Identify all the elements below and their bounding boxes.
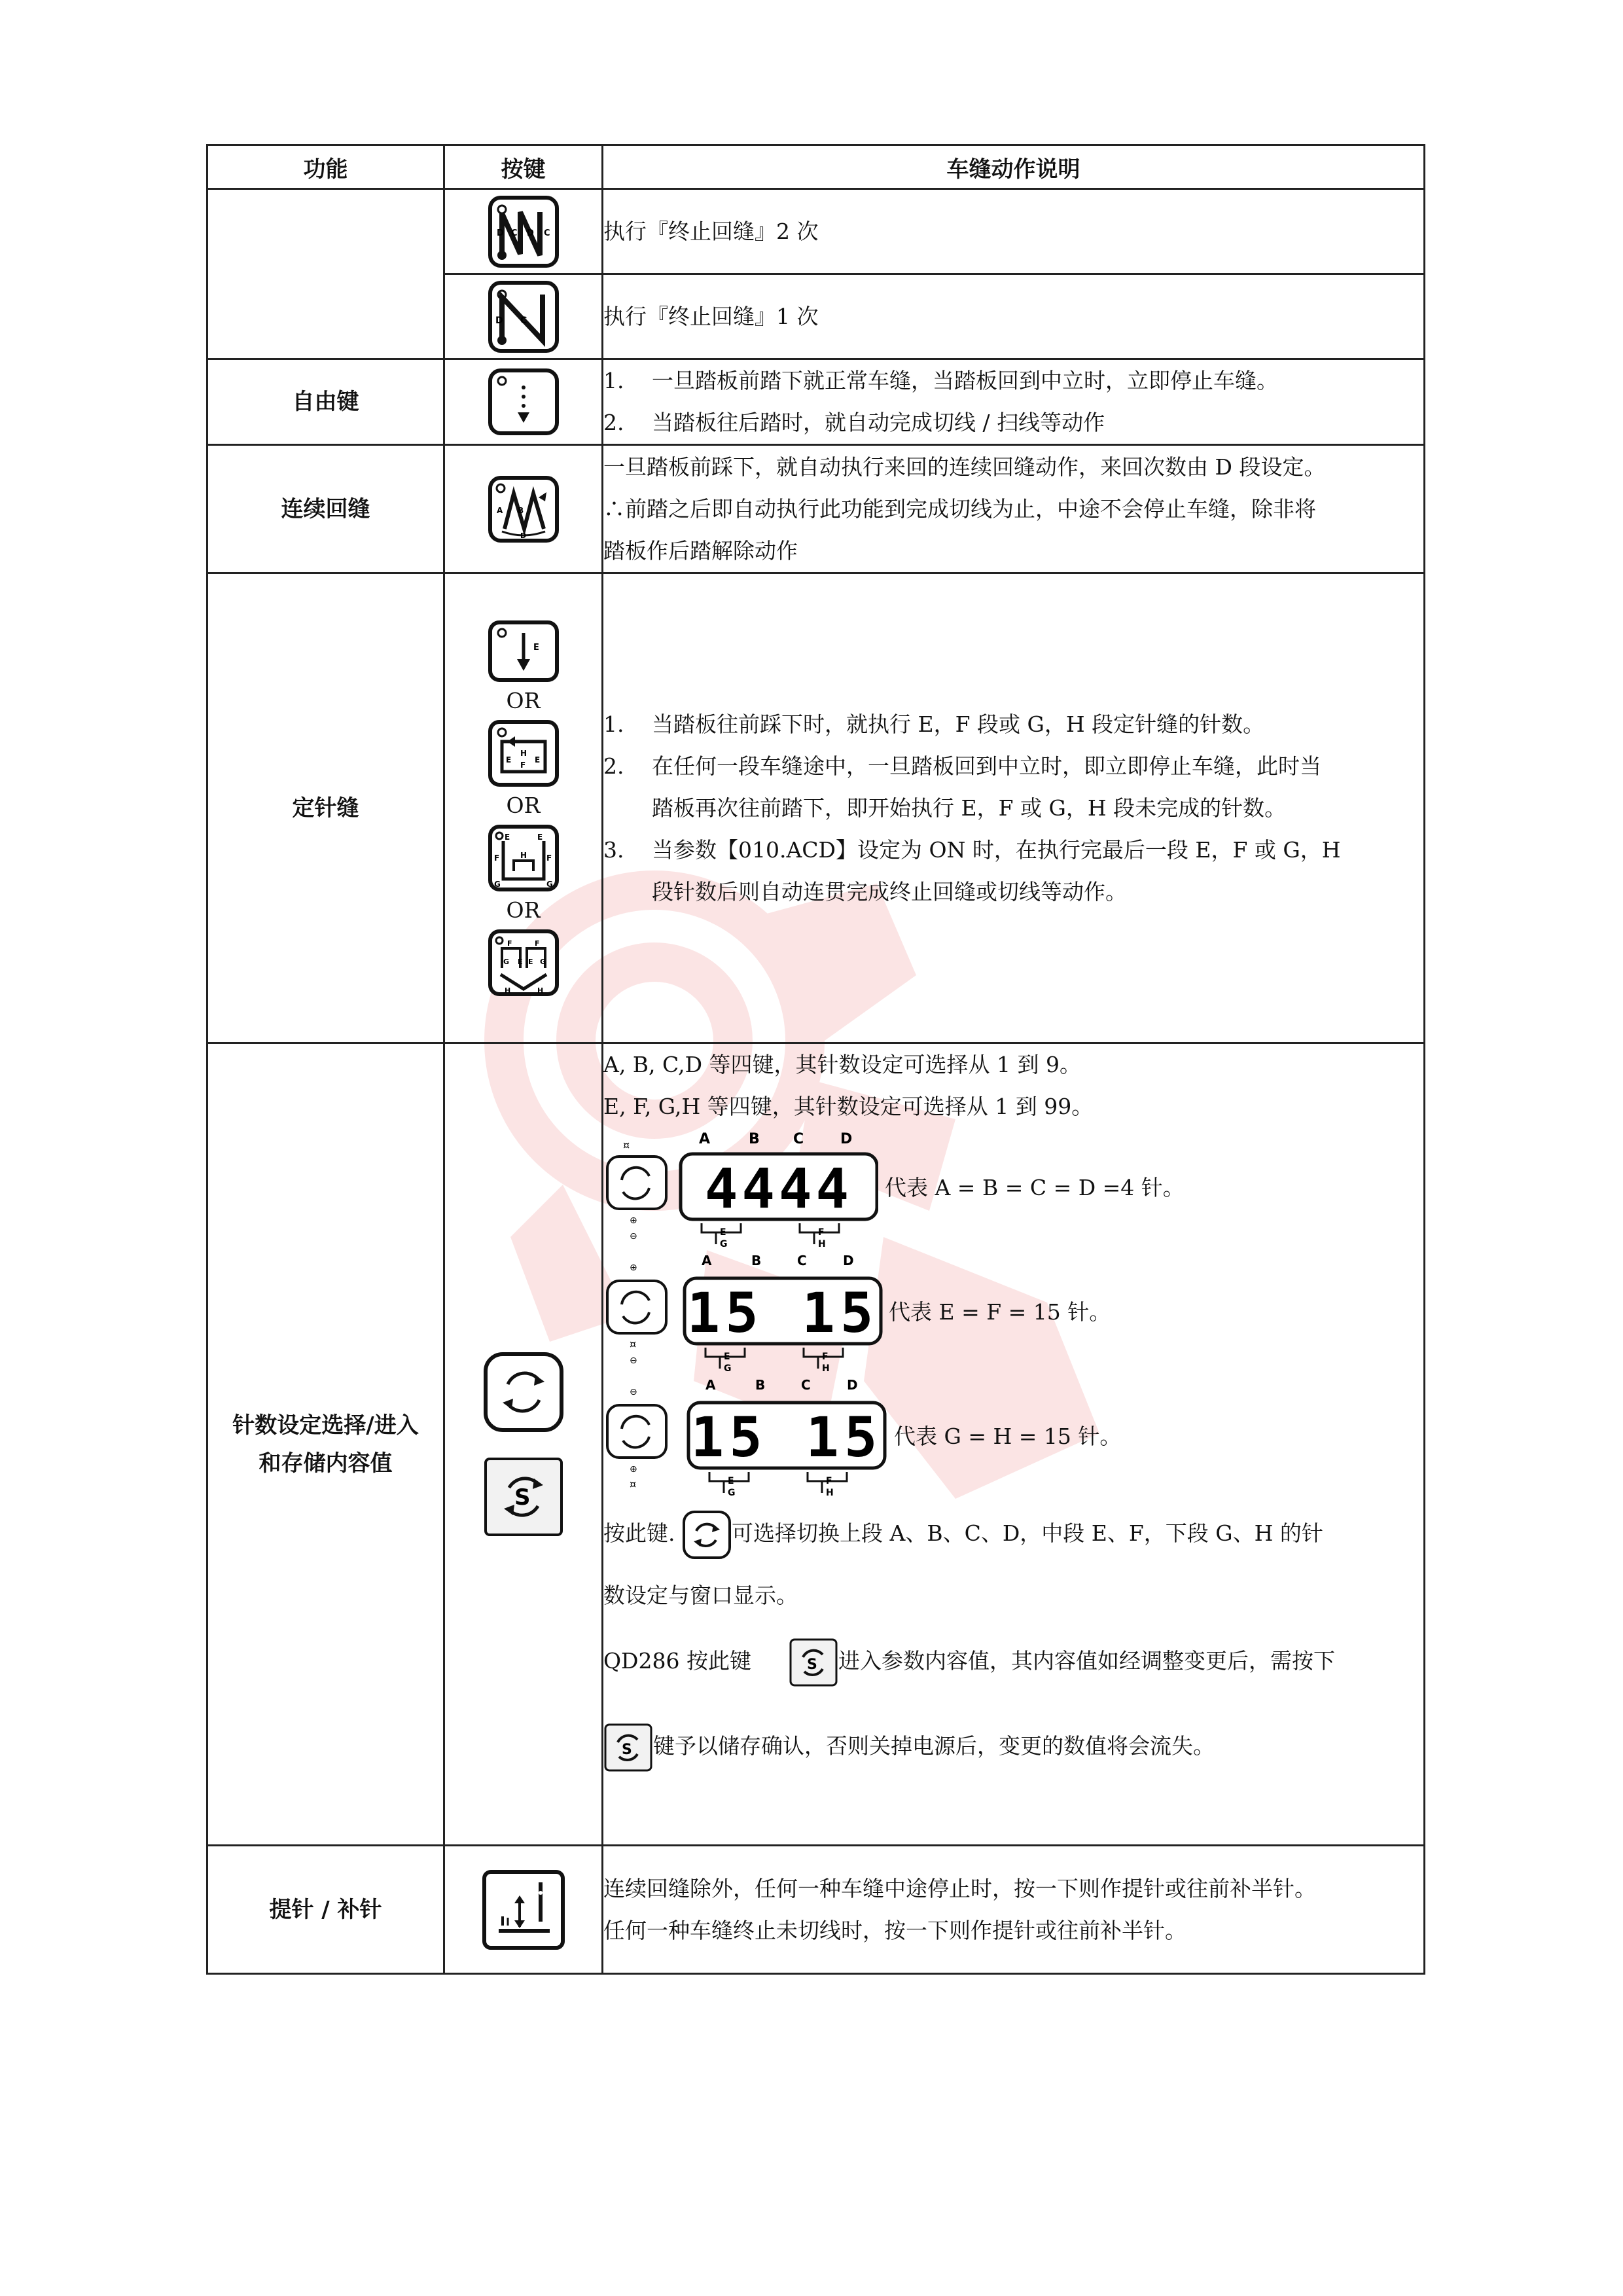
list-item xyxy=(603,704,1423,745)
svg-text:G: G xyxy=(539,957,546,966)
svg-text:¤: ¤ xyxy=(623,1139,630,1151)
list-text: 当踏板往后踏时，就自动完成切线 / 扫线等动作 xyxy=(652,410,1105,435)
key-cell xyxy=(444,359,603,445)
description-cell xyxy=(603,445,1425,573)
fixed-stitch-fgeh-key-icon[interactable] xyxy=(488,929,560,997)
panel-letter-b: B xyxy=(755,1377,766,1393)
desc-line: 踏板作后踏解除动作 xyxy=(603,537,798,564)
list-item xyxy=(603,402,1423,444)
svg-text:D: D xyxy=(520,531,526,540)
svg-text:G: G xyxy=(503,957,509,966)
svg-text:F: F xyxy=(818,1227,825,1238)
desc-text: 按此键. xyxy=(603,1520,675,1546)
table-row xyxy=(207,573,1425,1043)
svg-text:E: E xyxy=(728,1476,734,1486)
list-item xyxy=(603,360,1423,402)
display-panel-example xyxy=(603,1128,1423,1252)
svg-text:G: G xyxy=(493,879,501,889)
panel-caption: 代表 E = F = 15 针。 xyxy=(889,1299,1111,1325)
svg-text:F: F xyxy=(534,939,540,948)
svg-text:S: S xyxy=(622,1742,632,1758)
function-cell: 定针缝 xyxy=(207,573,444,1043)
desc-text: 进入参数内容值，其内容值如经调整变更后，需按下 xyxy=(838,1648,1335,1674)
key-cell xyxy=(444,189,603,274)
svg-text:¤: ¤ xyxy=(630,1478,637,1490)
desc-text: 键予以储存确认，否则关掉电源后，变更的数值将会流失。 xyxy=(653,1733,1215,1759)
svg-text:E: E xyxy=(537,832,543,842)
desc-line: A, B, C,D 等四键，其针数设定可选择从 1 到 9。 xyxy=(603,1052,1082,1077)
description-cell xyxy=(603,1846,1425,1974)
panel-letter-a: A xyxy=(699,1131,711,1147)
svg-text:E: E xyxy=(720,1227,726,1238)
or-label: OR xyxy=(506,897,541,923)
panel-caption: 代表 A = B = C = D =4 针。 xyxy=(885,1175,1185,1200)
description-cell xyxy=(603,573,1425,1043)
table-row xyxy=(207,359,1425,445)
svg-text:H: H xyxy=(537,986,543,995)
svg-text:G: G xyxy=(728,1488,736,1498)
description-cell xyxy=(603,359,1425,445)
display-panel-example xyxy=(603,1376,1423,1501)
or-label: OR xyxy=(506,792,541,818)
key-cell xyxy=(444,1043,603,1846)
panel-diagram xyxy=(603,1252,885,1376)
svg-text:D: D xyxy=(495,315,503,326)
desc-line: 一旦踏板前踩下，就自动执行来回的连续回缝动作，来回次数由 D 段设定。 xyxy=(603,454,1326,480)
panel-letter-d: D xyxy=(840,1131,853,1147)
continuous-backtack-key-icon[interactable] xyxy=(488,475,560,543)
save-s-inline-icon xyxy=(789,1638,838,1687)
panel-caption: 代表 G = H = 15 针。 xyxy=(894,1424,1122,1449)
list-item xyxy=(603,829,1423,871)
display-panel-example xyxy=(603,1252,1423,1376)
svg-text:E: E xyxy=(533,642,539,653)
fixed-stitch-ef-key-icon[interactable] xyxy=(488,719,560,787)
svg-text:C: C xyxy=(543,228,550,238)
desc-line xyxy=(603,1625,1423,1697)
list-text-cont: 踏板再次往前踏下，即开始执行 E，F 或 G，H 段未完成的针数。 xyxy=(652,795,1287,821)
svg-text:⊕: ⊕ xyxy=(630,1464,637,1475)
col-header-key: 按键 xyxy=(444,145,603,189)
list-text: 一旦踏板前踏下就正常车缝，当踏板回到中立时，立即停止车缝。 xyxy=(652,368,1278,393)
function-cell: 提针 / 补针 xyxy=(207,1846,444,1974)
svg-text:F: F xyxy=(546,853,552,863)
panel-letter-c: C xyxy=(801,1377,811,1393)
svg-text:E: E xyxy=(505,755,511,764)
svg-text:D: D xyxy=(526,228,534,238)
svg-text:F: F xyxy=(520,760,526,770)
svg-text:¤: ¤ xyxy=(630,1338,637,1350)
function-label-line: 针数设定选择/进入 xyxy=(232,1412,419,1439)
function-cell xyxy=(207,1043,444,1846)
list-number: 3. xyxy=(603,836,624,863)
description-cell xyxy=(603,1043,1425,1846)
panel-letter-c: C xyxy=(797,1253,807,1268)
list-number: 1. xyxy=(603,711,624,737)
table-row xyxy=(207,1846,1425,1974)
svg-text:C: C xyxy=(510,228,518,238)
svg-text:D: D xyxy=(496,228,504,238)
list-text: 当参数【010.ACD】设定为 ON 时，在执行完最后一段 E，F 或 G，H xyxy=(652,836,1341,863)
svg-text:H: H xyxy=(520,850,527,860)
svg-text:H: H xyxy=(520,748,527,758)
panel-letter-d: D xyxy=(847,1377,858,1393)
list-text: 当踏板往前踩下时，就执行 E，F 段或 G，H 段定针缝的针数。 xyxy=(652,711,1265,737)
list-text-cont: 段针数后则自动连贯完成终止回缝或切线等动作。 xyxy=(652,878,1127,905)
table-row xyxy=(207,1043,1425,1846)
function-table xyxy=(206,144,1425,1975)
svg-text:G: G xyxy=(724,1363,732,1374)
svg-text:A: A xyxy=(496,505,503,515)
svg-text:⊕: ⊕ xyxy=(630,1263,637,1273)
svg-text:C: C xyxy=(520,315,527,326)
desc-line xyxy=(603,1697,1423,1795)
panel-letter-b: B xyxy=(749,1131,760,1147)
or-label: OR xyxy=(506,687,541,713)
list-item xyxy=(603,745,1423,787)
col-header-function: 功能 xyxy=(207,145,444,189)
key-cell xyxy=(444,274,603,359)
svg-text:B: B xyxy=(517,505,524,515)
desc-line: E, F, G,H 等四键，其针数设定可选择从 1 到 99。 xyxy=(603,1094,1094,1119)
panel-digits: 15 15 xyxy=(687,1281,879,1345)
svg-text:E: E xyxy=(504,832,510,842)
description-cell: 执行『终止回缝』1 次 xyxy=(603,274,1425,359)
table-row xyxy=(207,445,1425,573)
panel-letter-d: D xyxy=(843,1253,854,1268)
panel-letter-a: A xyxy=(705,1377,716,1393)
cycle-select-inline-icon xyxy=(682,1510,732,1560)
svg-text:F: F xyxy=(493,853,499,863)
svg-text:⊖: ⊖ xyxy=(630,1355,637,1366)
svg-text:F: F xyxy=(822,1352,829,1362)
needle-up-down-key-icon[interactable] xyxy=(482,1869,565,1950)
list-number: 2. xyxy=(603,410,624,435)
desc-text: 可选择切换上段 A、B、C、D，中段 E、F，下段 G、H 的针 xyxy=(732,1520,1323,1546)
svg-text:S: S xyxy=(807,1657,817,1673)
list-text: 在任何一段车缝途中，一旦踏板回到中立时，即立即停止车缝，此时当 xyxy=(652,753,1321,779)
svg-text:F: F xyxy=(826,1476,832,1486)
function-cell: 自由键 xyxy=(207,359,444,445)
fixed-stitch-e-key-icon[interactable] xyxy=(488,620,560,683)
save-s-key-icon[interactable] xyxy=(483,1456,564,1537)
desc-line: 任何一种车缝终止未切线时，按一下则作提针或往前补半针。 xyxy=(603,1917,1186,1943)
desc-text: QD286 按此键 xyxy=(603,1648,751,1674)
svg-text:G: G xyxy=(546,879,553,889)
svg-text:G: G xyxy=(720,1239,728,1249)
svg-text:H: H xyxy=(826,1488,834,1498)
desc-line: 连续回缝除外，任何一种车缝中途停止时，按一下则作提针或往前补半针。 xyxy=(603,1875,1316,1901)
panel-letter-b: B xyxy=(751,1253,762,1268)
panel-diagram xyxy=(603,1376,891,1501)
svg-text:⊖: ⊖ xyxy=(630,1231,637,1242)
fixed-stitch-efgh-key-icon[interactable] xyxy=(488,824,560,892)
svg-text:⊕: ⊕ xyxy=(630,1215,637,1226)
header-row xyxy=(207,145,1425,189)
panel-letter-c: C xyxy=(793,1131,804,1147)
svg-text:E: E xyxy=(527,957,533,966)
description-cell: 执行『终止回缝』2 次 xyxy=(603,189,1425,274)
key-cell xyxy=(444,573,603,1043)
end-backtack-2-key-icon[interactable] xyxy=(488,195,560,268)
key-cell xyxy=(444,1846,603,1974)
function-cell: 连续回缝 xyxy=(207,445,444,573)
panel-digits: 4444 xyxy=(704,1157,853,1221)
svg-text:⊖: ⊖ xyxy=(630,1387,637,1397)
svg-text:E: E xyxy=(517,957,523,966)
list-number: 2. xyxy=(603,753,624,779)
free-key-icon[interactable] xyxy=(488,368,560,436)
svg-text:S: S xyxy=(514,1484,530,1511)
svg-text:F: F xyxy=(507,939,512,948)
end-backtack-1-key-icon[interactable] xyxy=(488,280,560,353)
svg-text:H: H xyxy=(818,1239,826,1249)
col-header-desc: 车缝动作说明 xyxy=(603,145,1425,189)
list-number: 1. xyxy=(603,368,624,393)
table-row xyxy=(207,189,1425,274)
svg-text:E: E xyxy=(534,755,540,764)
svg-text:H: H xyxy=(504,986,510,995)
svg-text:E: E xyxy=(724,1352,730,1362)
function-label-line: 和存储内容值 xyxy=(259,1450,393,1477)
function-cell-empty xyxy=(207,189,444,359)
panel-letter-a: A xyxy=(702,1253,712,1268)
key-cell xyxy=(444,445,603,573)
desc-line: ∴前踏之后即自动执行此功能到完成切线为止，中途不会停止车缝，除非将 xyxy=(603,495,1316,522)
save-s-inline-icon xyxy=(603,1723,653,1772)
desc-line: 数设定与窗口显示。 xyxy=(603,1583,798,1608)
desc-line xyxy=(603,1501,1423,1566)
panel-diagram xyxy=(603,1128,878,1252)
panel-digits: 15 15 xyxy=(690,1405,883,1469)
cycle-select-key-icon[interactable] xyxy=(483,1352,564,1433)
svg-text:H: H xyxy=(822,1363,830,1374)
